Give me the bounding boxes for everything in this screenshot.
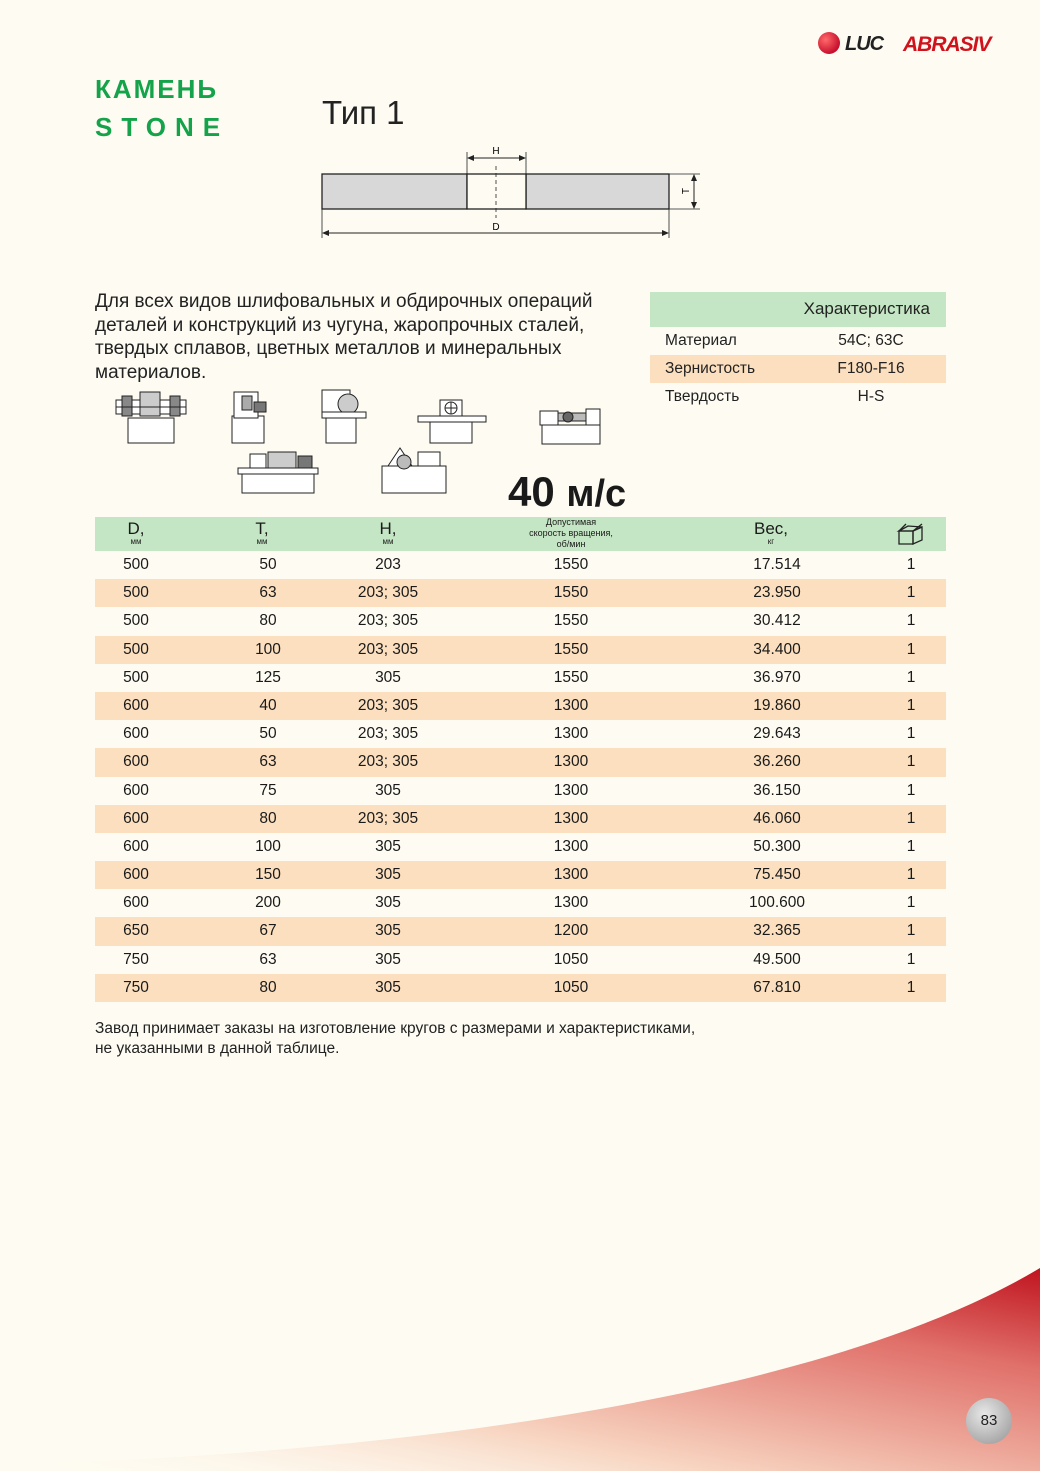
char-label: Зернистость — [665, 360, 756, 377]
cell-weight: 36.970 — [753, 668, 801, 686]
wheel-profile-diagram — [310, 140, 710, 250]
cell-qty: 1 — [906, 781, 916, 799]
speed-value: 40 — [508, 468, 555, 515]
vertical-grinder-icon — [228, 388, 270, 444]
table-row — [95, 946, 946, 974]
cell-d: 600 — [123, 894, 149, 912]
table-header — [95, 517, 946, 551]
table-row — [95, 636, 946, 664]
cell-t: 150 — [255, 866, 281, 884]
cell-weight: 49.500 — [753, 950, 801, 968]
col-header-package — [875, 517, 947, 551]
cell-weight: 29.643 — [753, 725, 801, 743]
footnote-line-2: не указанными в данной таблице. — [95, 1040, 340, 1057]
cell-rpm: 1300 — [553, 781, 589, 799]
cell-weight: 100.600 — [748, 894, 806, 912]
cell-h: 305 — [375, 922, 401, 940]
cell-qty: 1 — [906, 612, 916, 630]
col-header-h-unit: мм — [382, 537, 394, 546]
cell-h: 203; 305 — [357, 584, 419, 602]
char-value: H-S — [857, 388, 885, 405]
cell-qty: 1 — [906, 978, 916, 996]
col-header-rpm-line1: Допустимая — [545, 517, 597, 527]
cell-rpm: 1300 — [553, 696, 589, 714]
speed-unit: м/с — [566, 473, 627, 515]
cell-qty: 1 — [906, 809, 916, 827]
col-header-d — [95, 517, 177, 551]
cell-qty: 1 — [906, 640, 916, 658]
logo-text-luc: LUC — [845, 33, 884, 55]
cell-weight: 32.365 — [753, 922, 801, 940]
cell-t: 100 — [255, 640, 281, 658]
cell-d: 600 — [123, 866, 149, 884]
cell-h: 305 — [375, 978, 401, 996]
cell-d: 600 — [123, 809, 149, 827]
char-label: Материал — [665, 332, 737, 349]
cell-rpm: 1200 — [553, 922, 589, 940]
cell-d: 500 — [123, 612, 149, 630]
cell-d: 500 — [123, 584, 149, 602]
cell-qty: 1 — [906, 866, 916, 884]
cell-qty: 1 — [906, 837, 916, 855]
cell-rpm: 1550 — [553, 556, 589, 573]
cell-weight: 36.260 — [753, 753, 801, 771]
cell-d: 750 — [123, 978, 149, 996]
cell-t: 67 — [259, 922, 277, 940]
decorative-swoosh — [0, 1240, 1040, 1471]
cell-h: 305 — [375, 866, 401, 884]
cylindrical-grinder-icon — [538, 403, 604, 445]
cell-h: 203 — [375, 556, 401, 573]
table-row — [95, 607, 946, 635]
col-header-h — [315, 517, 461, 551]
cell-weight: 17.514 — [753, 556, 801, 573]
table-row — [95, 889, 946, 917]
col-header-t-label: T, — [255, 519, 269, 538]
cell-t: 50 — [259, 556, 277, 573]
footnote — [95, 1019, 855, 1059]
table-row — [95, 974, 946, 1002]
cell-qty: 1 — [906, 725, 916, 743]
cell-t: 80 — [259, 978, 277, 996]
characteristics-row — [650, 327, 946, 355]
table-row — [95, 748, 946, 776]
cell-t: 63 — [259, 584, 277, 602]
cell-rpm: 1550 — [553, 584, 589, 602]
cell-h: 203; 305 — [357, 696, 419, 714]
cell-d: 600 — [123, 781, 149, 799]
table-row — [95, 861, 946, 889]
cell-d: 600 — [123, 725, 149, 743]
cell-rpm: 1300 — [553, 753, 589, 771]
table-row — [95, 777, 946, 805]
cell-t: 63 — [259, 950, 277, 968]
cell-h: 305 — [375, 781, 401, 799]
cell-d: 650 — [123, 922, 149, 940]
cell-weight: 50.300 — [753, 837, 801, 855]
col-header-d-unit: мм — [130, 537, 142, 546]
col-header-rpm-line3: об/мин — [556, 539, 586, 549]
col-header-weight-label: Вес, — [753, 519, 789, 538]
cell-rpm: 1300 — [553, 894, 589, 912]
dim-label-t: T — [681, 187, 692, 195]
cell-t: 63 — [259, 753, 277, 771]
char-value: F180-F16 — [837, 360, 905, 377]
cell-qty: 1 — [906, 894, 916, 912]
table-row — [95, 551, 946, 579]
description-text: Для всех видов шлифовальных и обдирочных операций деталей и конструкций из чугуна, жаропрочных сталей, твердых сплавов, цветных металлов и минеральных материалов. — [95, 291, 593, 383]
cell-qty: 1 — [906, 668, 916, 686]
cell-h: 203; 305 — [357, 725, 419, 743]
cell-h: 203; 305 — [357, 809, 419, 827]
cell-t: 75 — [259, 781, 277, 799]
col-header-d-label: D, — [127, 519, 145, 538]
col-header-rpm-line2: скорость вращения, — [529, 528, 613, 538]
cell-weight: 75.450 — [753, 866, 801, 884]
footnote-line-1: Завод принимает заказы на изготовление кругов с размерами и характеристиками, — [95, 1020, 696, 1037]
cell-h: 203; 305 — [357, 640, 419, 658]
cell-qty: 1 — [906, 753, 916, 771]
brand-logo — [818, 30, 1018, 64]
cell-d: 600 — [123, 837, 149, 855]
char-label: Твердость — [665, 388, 740, 405]
page-number: 83 — [966, 1398, 1012, 1444]
cell-rpm: 1550 — [553, 612, 589, 630]
characteristics-row — [650, 355, 946, 383]
cell-t: 80 — [259, 809, 277, 827]
table-row — [95, 692, 946, 720]
cell-rpm: 1300 — [553, 866, 589, 884]
cell-d: 750 — [123, 950, 149, 968]
dim-label-d: D — [492, 222, 500, 233]
cell-h: 305 — [375, 837, 401, 855]
table-row — [95, 917, 946, 945]
cell-weight: 67.810 — [753, 978, 801, 996]
cell-weight: 36.150 — [753, 781, 801, 799]
cell-d: 600 — [123, 753, 149, 771]
title-en: STONE — [95, 112, 230, 142]
cell-h: 305 — [375, 894, 401, 912]
col-header-t — [207, 517, 317, 551]
title-ru: КАМЕНЬ — [95, 74, 219, 104]
cell-rpm: 1050 — [553, 978, 589, 996]
cell-qty: 1 — [906, 584, 916, 602]
cell-h: 305 — [375, 950, 401, 968]
cell-rpm: 1300 — [553, 725, 589, 743]
cell-rpm: 1300 — [553, 809, 589, 827]
logo-ball-icon — [818, 32, 840, 54]
cell-h: 203; 305 — [357, 612, 419, 630]
cell-t: 100 — [255, 837, 281, 855]
box-icon — [896, 522, 926, 546]
table-row — [95, 805, 946, 833]
cell-d: 500 — [123, 640, 149, 658]
dim-label-h: H — [492, 146, 500, 157]
cell-weight: 46.060 — [753, 809, 801, 827]
col-header-rpm — [495, 517, 647, 551]
cell-d: 500 — [123, 668, 149, 686]
cell-weight: 30.412 — [753, 612, 801, 630]
cell-h: 203; 305 — [357, 753, 419, 771]
cell-t: 40 — [259, 696, 277, 714]
table-row — [95, 720, 946, 748]
cell-h: 305 — [375, 668, 401, 686]
col-header-t-unit: мм — [256, 537, 268, 546]
cell-rpm: 1050 — [553, 950, 589, 968]
cell-weight: 19.860 — [753, 696, 801, 714]
characteristics-header: Характеристика — [650, 292, 946, 327]
cell-d: 600 — [123, 696, 149, 714]
cell-rpm: 1300 — [553, 837, 589, 855]
col-header-h-label: H, — [379, 519, 397, 538]
type-label: Тип 1 — [322, 94, 405, 131]
table-row — [95, 833, 946, 861]
table-row — [95, 579, 946, 607]
cell-qty: 1 — [906, 922, 916, 940]
col-header-weight-unit: кг — [767, 537, 775, 546]
col-header-weight — [709, 517, 833, 551]
table-row — [95, 664, 946, 692]
cutoff-machine-icon — [320, 388, 368, 444]
cell-rpm: 1550 — [553, 640, 589, 658]
characteristics-row — [650, 383, 946, 411]
cell-t: 50 — [259, 725, 277, 743]
dimensions-table — [95, 517, 946, 1002]
cell-qty: 1 — [906, 696, 916, 714]
cell-weight: 23.950 — [753, 584, 801, 602]
cell-rpm: 1550 — [553, 668, 589, 686]
tool-grinder-icon — [378, 444, 448, 494]
table-body — [95, 551, 946, 1002]
logo-text-abrasiv: ABRASIV — [903, 33, 991, 56]
cell-d: 500 — [123, 556, 149, 573]
horizontal-grinder-icon — [236, 448, 320, 494]
cell-t: 125 — [255, 668, 281, 686]
bench-grinder-icon — [416, 398, 488, 444]
char-value: 54C; 63C — [838, 332, 904, 349]
cell-qty: 1 — [906, 556, 916, 573]
cell-t: 80 — [259, 612, 277, 630]
surface-grinder-icon — [112, 388, 190, 444]
cell-qty: 1 — [906, 950, 916, 968]
characteristics-table — [650, 292, 946, 411]
speed-label — [508, 468, 626, 516]
cell-t: 200 — [255, 894, 281, 912]
cell-weight: 34.400 — [753, 640, 801, 658]
